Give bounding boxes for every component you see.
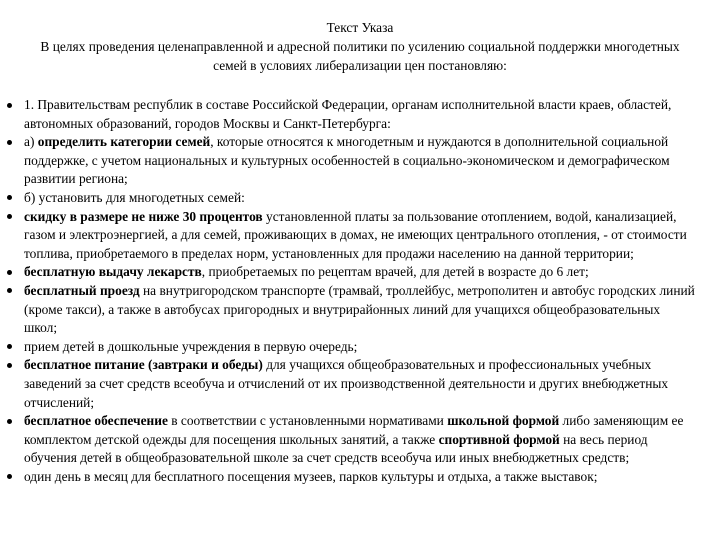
list-item — [0, 263, 720, 282]
bullet-icon — [7, 474, 12, 479]
item-emphasis: школьной формой — [447, 413, 560, 429]
item-prefix: а) — [24, 134, 38, 150]
bullet-icon — [7, 270, 12, 275]
item-text: на весь период обучения детей в общеобразовательной школе за счет средств всеобуча или иных внебюджетных средств; — [24, 431, 648, 466]
bullet-icon — [7, 195, 12, 200]
list-item — [0, 338, 720, 357]
item-emphasis: бесплатную выдачу лекарств — [24, 264, 202, 280]
item-text: установленной платы за пользование отоплением, водой, канализацией, газом и электроэнергией, а для семей, проживающих в домах, не имеющих центрального отопления, - от стоимости топлива, приобретаемого в пределах норм, установленных для продажи населению на данной территории; — [24, 208, 687, 261]
list-item — [0, 412, 720, 468]
bullet-icon — [7, 363, 12, 368]
item-emphasis: бесплатный проезд — [24, 282, 140, 298]
item-text: в соответствии с установленными нормативами — [167, 413, 448, 429]
list-item — [0, 189, 720, 208]
item-text: 1. Правительствам республик в составе Российской Федерации, органам исполнительной власти краев, областей, автономных образований, городов Москвы и Санкт-Петербурга: — [24, 97, 672, 131]
item-text: для учащихся общеобразовательных и профессиональных учебных заведений за счет средств всеобуча и отчислений от их производственной деятельности и других внебюджетных отчислений; — [24, 357, 669, 410]
list-item — [0, 133, 720, 189]
bullet-icon — [7, 288, 12, 293]
bullet-icon — [7, 103, 12, 108]
list-item — [0, 468, 720, 487]
item-emphasis: бесплатное обеспечение — [24, 413, 168, 429]
item-text: на внутригородском транспорте (трамвай, троллейбус, метрополитен и автобус городских линий (кроме такси), а также в автобусах пригородных и внутрирайонных линий для учащихся общеобразовательных школ; — [24, 282, 695, 336]
list-item — [0, 282, 720, 338]
item-text: , которые относятся к многодетным и нуждаются в дополнительной социальной поддержке, с учетом национальных и культурных особенностей в социально-экономическом и демографическом развитии региона; — [24, 134, 670, 187]
item-text: один день в месяц для бесплатного посещения музеев, парков культуры и отдыха, а также выставок; — [24, 468, 598, 484]
bullet-icon — [7, 140, 12, 145]
item-emphasis: скидку в размере не ниже 30 процентов — [24, 208, 263, 224]
decree-list — [0, 96, 720, 486]
list-item — [0, 356, 720, 412]
document-preamble: В целях проведения целенаправленной и адресной политики по усилению социальной поддержки многодетных семей в условиях либерализации цен постановляю: — [40, 39, 680, 73]
item-text: б) установить для многодетных семей: — [24, 189, 245, 205]
item-text: , приобретаемых по рецептам врачей, для детей в возрасте до 6 лет; — [201, 264, 589, 280]
item-text: либо заменяющим ее комплектом детской одежды для посещения школьных занятий, а также — [24, 413, 684, 447]
bullet-icon — [7, 344, 12, 349]
list-item — [0, 208, 720, 264]
document-title: Текст Указа — [326, 20, 394, 35]
bullet-icon — [7, 214, 12, 219]
bullet-icon — [7, 419, 12, 424]
item-text: прием детей в дошкольные учреждения в первую очередь; — [24, 338, 358, 354]
item-emphasis: определить категории семей — [37, 134, 211, 150]
item-emphasis: спортивной формой — [438, 431, 560, 447]
list-item — [0, 96, 720, 133]
item-emphasis: бесплатное питание (завтраки и обеды) — [24, 357, 263, 373]
document-header — [0, 18, 720, 75]
